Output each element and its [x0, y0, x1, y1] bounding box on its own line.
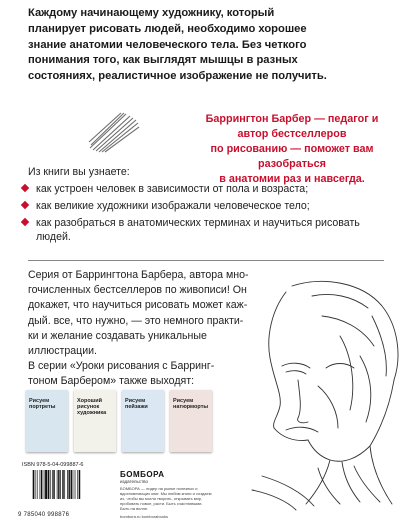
intro-line: состояниях, реалистичное изображение не получить.: [28, 70, 327, 83]
bullet-diamond-icon: [21, 184, 29, 192]
learn-list: [20, 182, 380, 247]
callout-line: по рисованию — поможет вам разобраться: [210, 143, 374, 170]
series-line: В серии «Уроки рисования с Барринг-: [28, 360, 215, 373]
learn-heading: Из книги вы узнаете:: [28, 166, 130, 178]
book-title: Рисуем портреты: [29, 398, 56, 410]
callout-line: Баррингтон Барбер — педагог и автор бестселлеров: [205, 113, 379, 140]
list-item: [20, 199, 380, 213]
book-title: Рисуем пейзажи: [125, 398, 148, 410]
isbn-label: ISBN 978-5-04-099887-6: [22, 462, 84, 468]
list-item-text: как разобраться в анатомических терминах и научиться рисовать людей.: [36, 217, 360, 243]
intro-line: понимания того, как выглядят мышцы в разных: [28, 54, 298, 67]
series-line: иллюстрации.: [28, 345, 98, 358]
list-item: [20, 182, 380, 196]
list-item: [20, 216, 380, 244]
publisher-social: bombora.ru bomborabooks: [120, 514, 169, 519]
bullet-diamond-icon: [21, 218, 29, 226]
book-cover[interactable]: [74, 390, 116, 452]
intro-line: планирует рисовать людей, необходимо хорошее: [28, 22, 307, 35]
intro-line: Каждому начинающему художнику, который: [28, 7, 275, 19]
series-line: гочисленных бестселлеров по живописи! Он: [28, 284, 247, 297]
barcode: [18, 470, 114, 512]
publisher-subtitle: издательство: [120, 479, 148, 484]
series-paragraph: [28, 268, 254, 390]
book-title: Рисуем натюрморты: [173, 398, 209, 410]
list-item-text: как устроен человек в зависимости от пола и возраста;: [36, 183, 309, 195]
anatomy-sketch-face: [222, 276, 404, 512]
book-title: Хороший рисунок художника: [77, 398, 107, 416]
publisher-logo: БОМБОРА: [120, 470, 165, 479]
series-line: Серия от Баррингтона Барбера, автора мно-: [28, 269, 249, 281]
series-line: тоном Барбером» также выходят:: [28, 375, 195, 388]
bullet-diamond-icon: [21, 201, 29, 209]
series-line: ки и желание создавать уникальные: [28, 329, 207, 342]
list-item-text: как великие художники изображали человеческое тело;: [36, 200, 310, 212]
book-series-covers: [26, 390, 214, 452]
series-line: докажет, что научиться рисовать может каж-: [28, 299, 248, 312]
author-callout: [192, 112, 392, 187]
book-cover[interactable]: [122, 390, 164, 452]
intro-line: знание анатомии человеческого тела. Без четкого: [28, 38, 307, 51]
section-divider: [28, 260, 384, 261]
intro-paragraph: [28, 6, 376, 85]
publisher-legal-text: БОМБОРА — лидер на рынке полезных и вдохновляющих книг. Мы любим книги и создаем их, чтобы вы могли творить, открывать мир, пробовать новое, расти. Быть счастливыми. Быть на волне.: [120, 486, 212, 511]
series-line: дый. все, что нужно, — это немного практи-: [28, 314, 244, 327]
book-cover[interactable]: [170, 390, 212, 452]
pencil-stroke-decoration: [86, 108, 142, 154]
book-cover[interactable]: [26, 390, 68, 452]
barcode-number: 9 785040 998876: [18, 512, 70, 518]
callout-line: в анатомии раз и навсегда.: [219, 173, 365, 185]
